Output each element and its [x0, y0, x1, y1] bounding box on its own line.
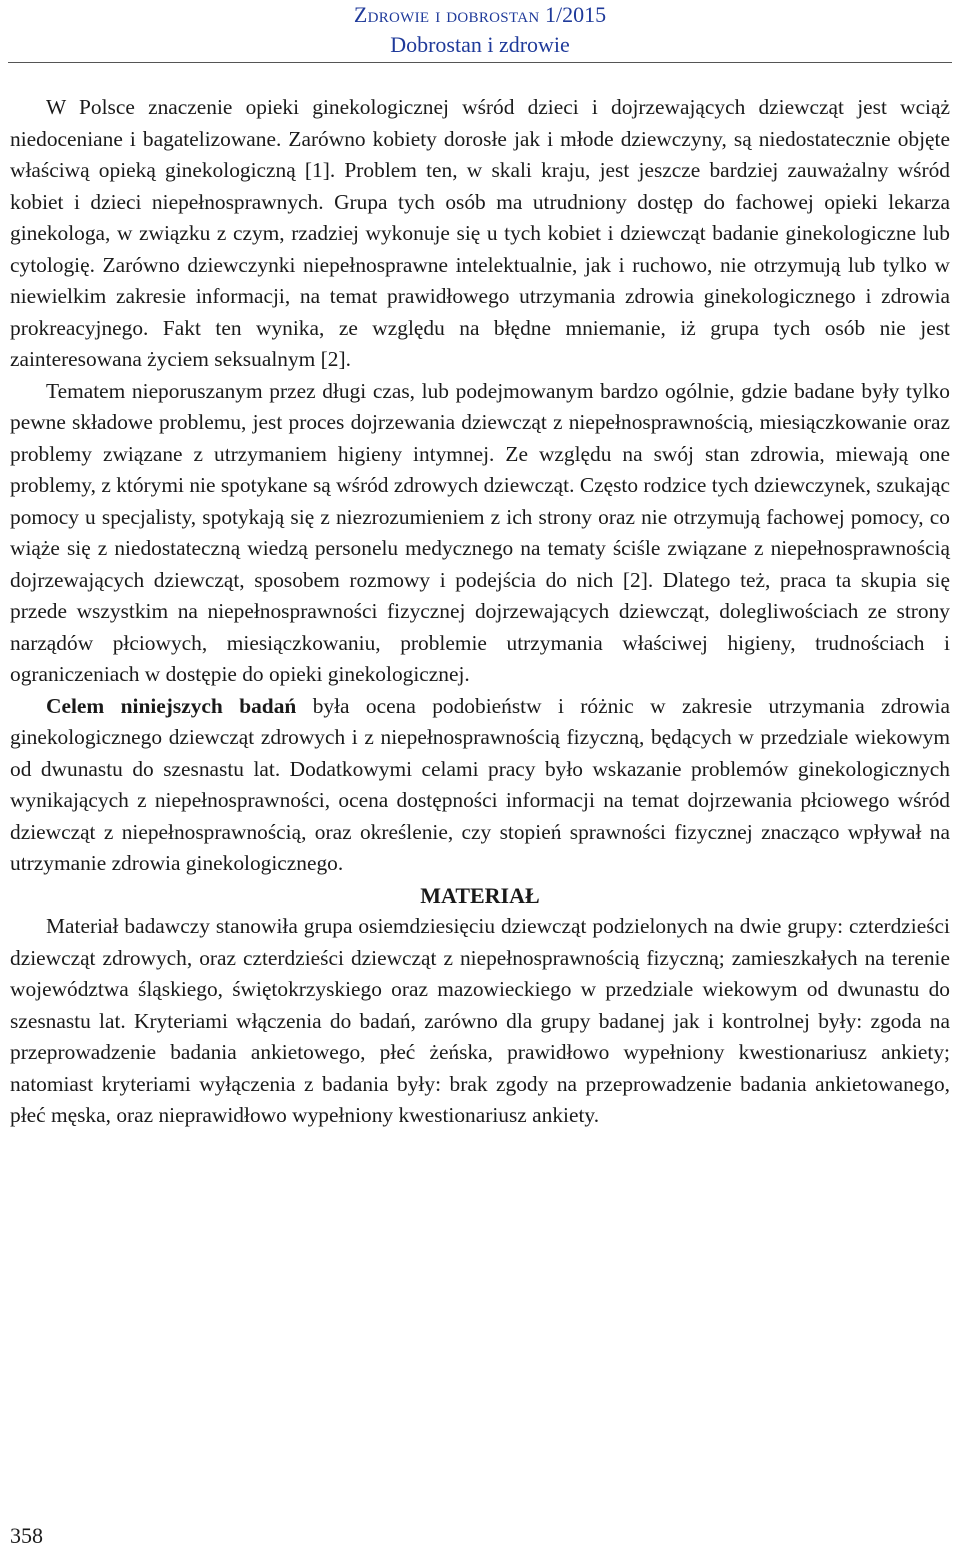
section-heading-material: MATERIAŁ [420, 882, 540, 908]
paragraph-material: Materiał badawczy stanowiła grupa osiemdziesięciu dziewcząt podzielonych na dwie grupy: czterdzieści dziewcząt zdrowych, oraz czterdzieści dziewcząt z niepełnosprawnością fizyczną; zamieszkałych na terenie województwa śląskiego, świętokrzyskiego oraz mazowieckiego w przedziale wiekowym od dwunastu do szesnastu lat. Kryteriami włączenia do badań, zarówno dla grupy badanej jak i kontrolnej były: zgoda na przeprowadzenie badania ankietowego, płeć żeńska, prawidłowo wypełniony kwestionariusz ankiety; natomiast kryteriami wyłączenia z badania były: brak zgody na przeprowadzenie badania ankietowanego, płeć męska, oraz nieprawidłowo wypełniony kwestionariusz ankiety. [10, 914, 950, 1127]
journal-name: Zdrowie i dobrostan [353, 2, 540, 27]
article-body [10, 92, 950, 1132]
journal-title-line [0, 0, 960, 30]
paragraph-intro: W Polsce znaczenie opieki ginekologicznej wśród dzieci i dojrzewających dziewcząt jest wciąż niedoceniane i bagatelizowane. Zarówno kobiety dorosłe jak i młode dziewczyny, są niedostatecznie objęte właściwą opieką ginekologiczną [1]. Problem ten, w skali kraju, jest jeszcze bardziej zauważalny wśród kobiet i dzieci niepełnosprawnych. Grupa tych osób ma utrudniony dostęp do fachowej opieki lekarza ginekologa, w związku z czym, rzadziej wykonuje się u tych kobiet i dziewcząt badanie ginekologiczne lub cytologię. Zarówno dziewczynki niepełnosprawne intelektualnie, jak i ruchowo, nie otrzymują lub tylko w niewielkim zakresie informacji, na temat prawidłowego utrzymania zdrowia ginekologicznego i zdrowia prokreacyjnego. Fakt ten wynika, ze względu na błędne mniemanie, iż grupa tych osób nie jest zainteresowana życiem seksualnym [2]. [10, 95, 950, 371]
header-divider [8, 62, 952, 63]
aims-lead-bold: Celem niniejszych badań [46, 693, 297, 718]
paragraph-aims [10, 691, 950, 880]
paragraph-topic: Tematem nieporuszanym przez długi czas, lub podejmowanym bardzo ogólnie, gdzie badane były tylko pewne składowe problemu, jest proces dojrzewania dziewcząt z niepełnosprawnością, miesiączkowanie oraz problemy związane z utrzymaniem higieny intymnej. Ze względu na swój stan zdrowia, miewają one problemy, z którymi nie spotykane są wśród zdrowych dziewcząt. Często rodzice tych dziewczynek, szukając pomocy u specjalisty, spotykają się z niezrozumieniem z ich strony oraz nie otrzymują fachowej pomocy, co wiąże się z niedostateczną wiedzą personelu medycznego na tematy ściśle związane z niepełnosprawnością dojrzewających dziewcząt, sposobem rozmowy i podejścia do nich [2]. Dlatego też, praca ta skupia się przede wszystkim na niepełnosprawności fizycznej dojrzewających dziewcząt, dolegliwościach ze strony narządów płciowych, miesiączkowaniu, problemie utrzymania właściwej higieny, trudnościach i ograniczeniach w dostępie do opieki ginekologicznej. [10, 378, 950, 686]
section-name: Dobrostan i zdrowie [390, 32, 570, 57]
issue-number: 1/2015 [544, 2, 607, 27]
running-header [0, 0, 960, 60]
aims-text: była ocena podobieństw i różnic w zakresie utrzymania zdrowia ginekologicznego dziewcząt zdrowych i z niepełnosprawnością fizyczną, będących w przedziale wiekowym od dwunastu do szesnastu lat. Dodatkowymi celami pracy było wskazanie problemów ginekologicznych wynikających z niepełnosprawności, ocena dostępności informacji na temat dojrzewania płciowego wśród dziewcząt z niepełnosprawnością, oraz określenie, czy stopień sprawności fizycznej znacząco wpływał na utrzymanie zdrowia ginekologicznego. [10, 693, 950, 875]
page-number: 358 [10, 1523, 43, 1548]
